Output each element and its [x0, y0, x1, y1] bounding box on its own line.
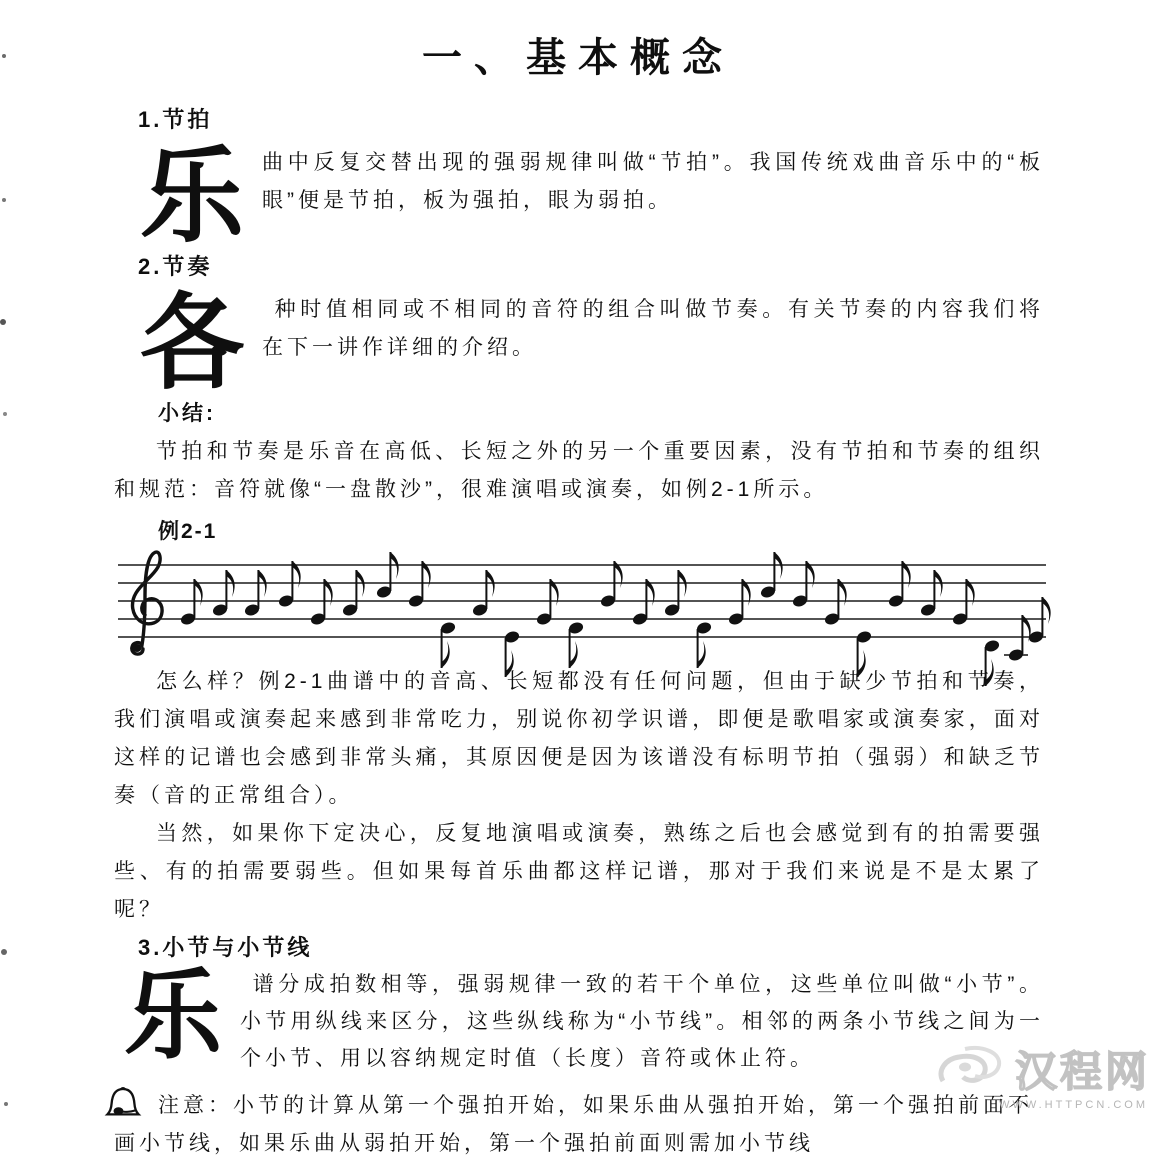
notice-label: 注意：	[158, 1094, 233, 1117]
section-3-text: 谱分成拍数相等，强弱规律一致的若干个单位，这些单位叫做“小节”。小节用纵线来区分，这些纵线称为“小节线”。相邻的两条小节线之间为一个小节、用以容纳规定时值（长度）音符或休止符。	[240, 973, 1044, 1070]
section-heading-3: 3.小节与小节线	[138, 935, 313, 960]
section-3-paragraph	[114, 963, 1044, 1077]
scan-artifacts	[2, 54, 6, 58]
section-1-paragraph	[114, 140, 1044, 255]
example-label: 例2-1	[158, 520, 218, 543]
summary-text: 节拍和节奏是乐音在高低、长短之外的另一个重要因素，没有节拍和节奏的组织和规范：音符就像“一盘散沙”，很难演唱或演奏，如例2-1所示。	[114, 440, 1044, 501]
section-2-paragraph	[114, 287, 1044, 402]
watermark-site-url: WWW.HTTPCN.COM	[999, 1099, 1148, 1111]
dropcap-character-2: 各	[140, 287, 245, 402]
watermark-site-name: 汉程网	[1014, 1048, 1150, 1095]
paragraph-2: 当然，如果你下定决心，反复地演唱或演奏，熟练之后也会感觉到有的拍需要强些、有的拍需要弱些。但如果每首乐曲都这样记谱，那对于我们来说是不是太累了呢？	[114, 822, 1044, 921]
page-title: 一、基本概念	[422, 36, 734, 80]
notice-body: 小节的计算从第一个强拍开始，如果乐曲从强拍开始，第一个强拍前面不	[233, 1094, 1033, 1117]
clipped-bottom-line: 画小节线，如果乐曲从弱拍开始，第一个强拍前面则需加小节线	[114, 1132, 814, 1155]
section-heading-2: 2.节奏	[138, 254, 213, 279]
treble-clef-icon	[132, 552, 162, 654]
watermark	[935, 1039, 1150, 1113]
watermark-row	[935, 1039, 1150, 1099]
music-example	[118, 515, 1044, 657]
paragraph-1: 怎么样？例2-1曲谱中的音高、长短都没有任何问题，但由于缺少节拍和节奏，我们演唱或演奏起来感到非常吃力，别说你初学识谱，即便是歌唱家或演奏家，面对这样的记谱也会感到非常头痛，其原因便是因为该谱没有标明节拍（强弱）和缺乏节奏（音的正常组合）。	[114, 670, 1044, 807]
notice	[104, 1085, 1044, 1125]
page-content	[0, 103, 1156, 1163]
bell-icon	[104, 1085, 142, 1123]
dropcap-character-1: 乐	[140, 140, 245, 255]
summary-label: 小结:	[158, 402, 216, 425]
section-2-text: 种时值相同或不相同的音符的组合叫做节奏。有关节奏的内容我们将在下一讲作详细的介绍。	[262, 298, 1044, 359]
section-heading-1: 1.节拍	[138, 107, 213, 132]
notice-text	[158, 1087, 1044, 1125]
dropcap-character-3: 乐	[124, 963, 223, 1071]
section-1-text: 曲中反复交替出现的强弱规律叫做“节拍”。我国传统戏曲音乐中的“板眼”便是节拍，板为强拍，眼为弱拍。	[262, 151, 1044, 212]
watermark-logo	[935, 1043, 1009, 1095]
music-staff	[118, 545, 1046, 657]
